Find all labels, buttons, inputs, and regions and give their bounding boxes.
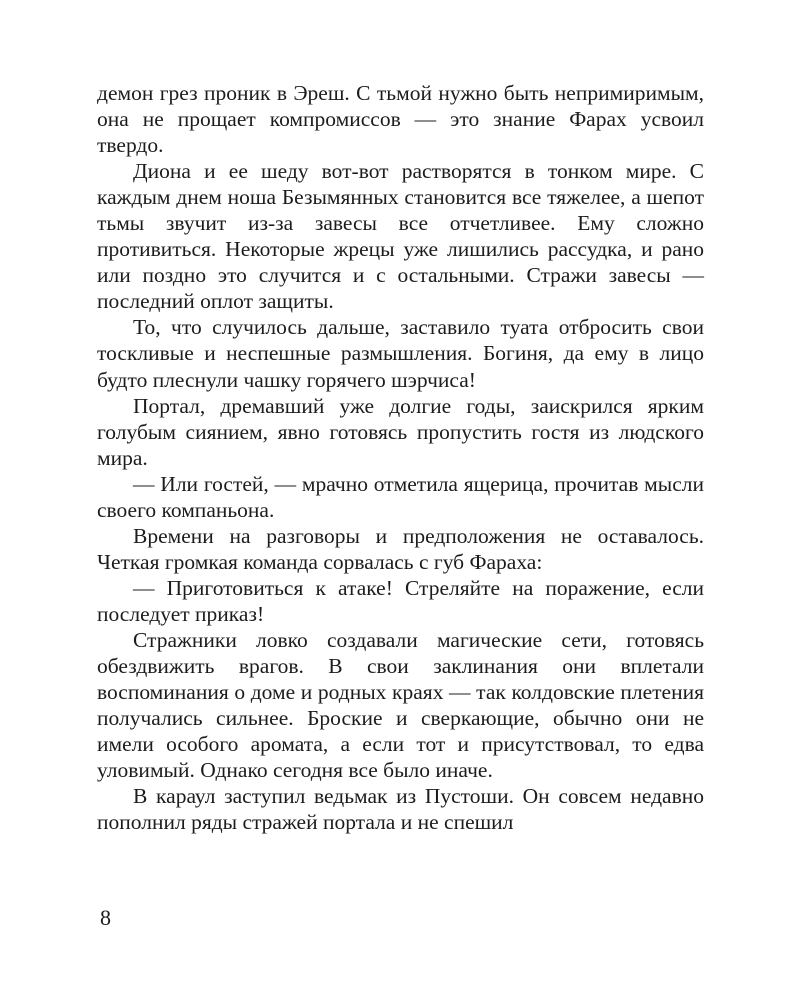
- paragraph: Стражники ловко создавали магические сети, готовясь обездвижить врагов. В свои заклинания они вплетали воспоминания о доме и родных краях — так колдовские плетения получались сильнее. Броские и сверкающие, обычно они не имели особого аромата, а если тот и присутствовал, то едва уловимый. Однако сегодня все было иначе.: [97, 627, 704, 783]
- dialogue-paragraph: — Приготовиться к атаке! Стреляйте на поражение, если последует приказ!: [97, 575, 704, 626]
- body-text: [97, 80, 704, 835]
- page-number: 8: [100, 905, 111, 930]
- dialogue-paragraph: — Или гостей, — мрачно отметила ящерица, прочитав мысли своего компаньона.: [97, 471, 704, 522]
- paragraph-continuation: демон грез проник в Эреш. С тьмой нужно быть непримиримым, она не прощает компромиссов — это знание Фарах усвоил твердо.: [97, 81, 704, 158]
- paragraph: Диона и ее шеду вот-вот растворятся в тонком мире. С каждым днем ноша Безымянных становится все тяжелее, а шепот тьмы звучит из-за завесы все отчетливее. Ему сложно противиться. Некоторые жрецы уже лишились рассудка, и рано или поздно это случится и с остальными. Стражи завесы — последний оплот защиты.: [97, 159, 704, 314]
- paragraph: То, что случилось дальше, заставило туата отбросить свои тоскливые и неспешные размышления. Богиня, да ему в лицо будто плеснули чашку горячего шэрчиса!: [97, 315, 704, 392]
- paragraph: Времени на разговоры и предположения не оставалось. Четкая громкая команда сорвалась с губ Фараха:: [97, 523, 704, 574]
- paragraph: Портал, дремавший уже долгие годы, заискрился ярким голубым сиянием, явно готовясь пропустить гостя из людского мира.: [97, 393, 704, 470]
- paragraph: В караул заступил ведьмак из Пустоши. Он совсем недавно пополнил ряды стражей портала и не спешил: [97, 784, 704, 835]
